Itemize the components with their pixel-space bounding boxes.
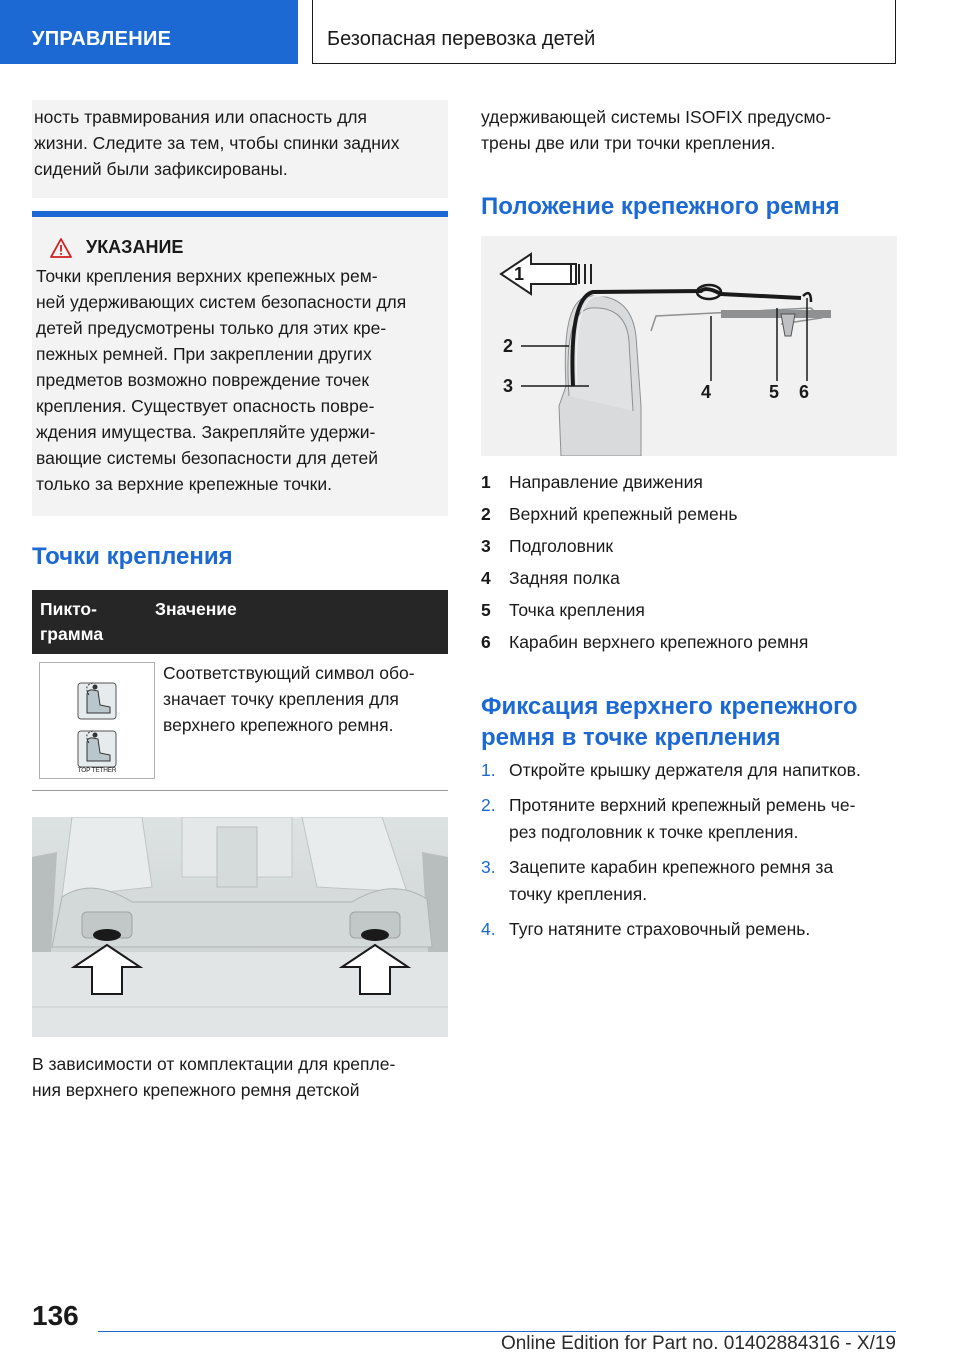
notice-box — [32, 217, 448, 516]
notice-line: крепления. Существует опасность повре- — [36, 396, 375, 416]
step-num: 3. — [481, 857, 496, 877]
step-line: точку крепления. — [509, 884, 648, 904]
legend-text: Задняя полка — [509, 568, 620, 588]
legend-text: Карабин верхнего крепежного ремня — [509, 632, 809, 652]
diagram-label: 2 — [503, 336, 514, 356]
legend-text: Направление движения — [509, 472, 703, 492]
intro-line: ность травмирования или опасность для — [34, 107, 367, 127]
notice-line: только за верхние крепежные точки. — [36, 474, 332, 494]
notice-line: ждения имущества. Закрепляйте удержи- — [36, 422, 376, 442]
step-item — [481, 792, 897, 846]
step-item — [481, 916, 897, 943]
notice-header — [36, 237, 448, 258]
table-header-pictogram-line: грамма — [40, 624, 104, 644]
intro-line: сидений были зафиксированы. — [34, 159, 288, 179]
anchor-points-heading: Точки крепления — [32, 543, 233, 570]
intro-box — [32, 100, 448, 198]
legend-text: Точка крепления — [509, 600, 645, 620]
notice-line: вающие системы безопасности для детей — [36, 448, 378, 468]
legend-item — [481, 626, 897, 658]
value-cell — [163, 660, 448, 738]
fixation-heading-line: Фиксация верхнего крепежного — [481, 693, 858, 720]
legend-text: Верхний крепежный ремень — [509, 504, 738, 524]
step-num: 2. — [481, 795, 496, 815]
footer-rule — [98, 1331, 896, 1332]
page-title: Безопасная перевозка детей — [312, 0, 896, 64]
after-image-line: ния верхнего крепежного ремня детской — [32, 1080, 360, 1100]
step-line: Откройте крышку держателя для напитков. — [509, 760, 861, 780]
notice-line: детей предусмотрены только для этих кре- — [36, 318, 387, 338]
step-line: Протяните верхний крепежный ремень че- — [509, 795, 856, 815]
table-header-pictogram — [32, 590, 155, 654]
step-num: 1. — [481, 760, 496, 780]
diagram-label: 1 — [514, 264, 525, 284]
strap-position-heading: Положение крепежного ремня — [481, 193, 840, 220]
right-intro-line: трены две или три точки крепления. — [481, 133, 776, 153]
diagram-label: 3 — [503, 376, 514, 396]
legend-item — [481, 498, 897, 530]
notice-line: предметов возможно повреждение точек — [36, 370, 369, 390]
legend-num: 3 — [481, 536, 491, 556]
legend-item — [481, 562, 897, 594]
notice-line: пежных ремней. При закреплении других — [36, 344, 372, 364]
notice-line: ней удерживающих систем безопасности для — [36, 292, 407, 312]
legend-num: 4 — [481, 568, 491, 588]
intro-line: жизни. Следите за тем, чтобы спинки задних — [34, 133, 400, 153]
legend-num: 2 — [481, 504, 491, 524]
notice-title: УКАЗАНИЕ — [86, 237, 184, 257]
legend-num: 5 — [481, 600, 491, 620]
diagram-label: 6 — [799, 382, 810, 402]
right-intro-line: удерживающей системы ISOFIX предусмо- — [481, 107, 832, 127]
legend-text: Подголовник — [509, 536, 614, 556]
table-header — [32, 590, 448, 654]
legend-num: 1 — [481, 472, 491, 492]
steps-list — [481, 757, 897, 951]
diagram-label: 4 — [701, 382, 712, 402]
fixation-heading-line: ремня в точке крепления — [481, 724, 781, 751]
legend-item — [481, 466, 897, 498]
child-seat-top-tether-icon — [40, 663, 154, 778]
table-row — [32, 654, 448, 791]
legend-num: 6 — [481, 632, 491, 652]
step-item — [481, 854, 897, 908]
top-tether-caption: TOP TETHER — [77, 767, 117, 774]
legend-item — [481, 594, 897, 626]
page-number: 136 — [32, 1300, 79, 1331]
legend-item — [481, 530, 897, 562]
after-image-line: В зависимости от комплектации для крепле- — [32, 1054, 396, 1074]
after-image-text — [32, 1051, 448, 1103]
fixation-heading — [481, 691, 897, 753]
warning-icon — [50, 238, 72, 258]
step-line: рез подголовник к точке крепления. — [509, 822, 799, 842]
table-header-pictogram-line: Пикто- — [40, 599, 97, 619]
diagram-legend — [481, 466, 897, 658]
pictogram-cell — [39, 662, 155, 779]
notice-line: Точки крепления верхних крепежных рем- — [36, 266, 378, 286]
step-line: Туго натяните страховочный ремень. — [509, 919, 811, 939]
step-num: 4. — [481, 919, 496, 939]
step-item — [481, 757, 897, 784]
diagram-label: 5 — [769, 382, 780, 402]
right-intro — [481, 104, 897, 156]
section-tab: УПРАВЛЕНИЕ — [0, 0, 298, 64]
trunk-photo — [32, 817, 448, 1037]
tether-diagram — [481, 236, 897, 456]
value-line: Соответствующий символ обо- — [163, 663, 415, 683]
value-line: верхнего крепежного ремня. — [163, 715, 394, 735]
edition-note: Online Edition for Part no. 01402884316 - X/19 — [500, 1333, 896, 1354]
step-line: Зацепите карабин крепежного ремня за — [509, 857, 834, 877]
table-header-value: Значение — [155, 599, 237, 619]
value-line: значает точку крепления для — [163, 689, 399, 709]
